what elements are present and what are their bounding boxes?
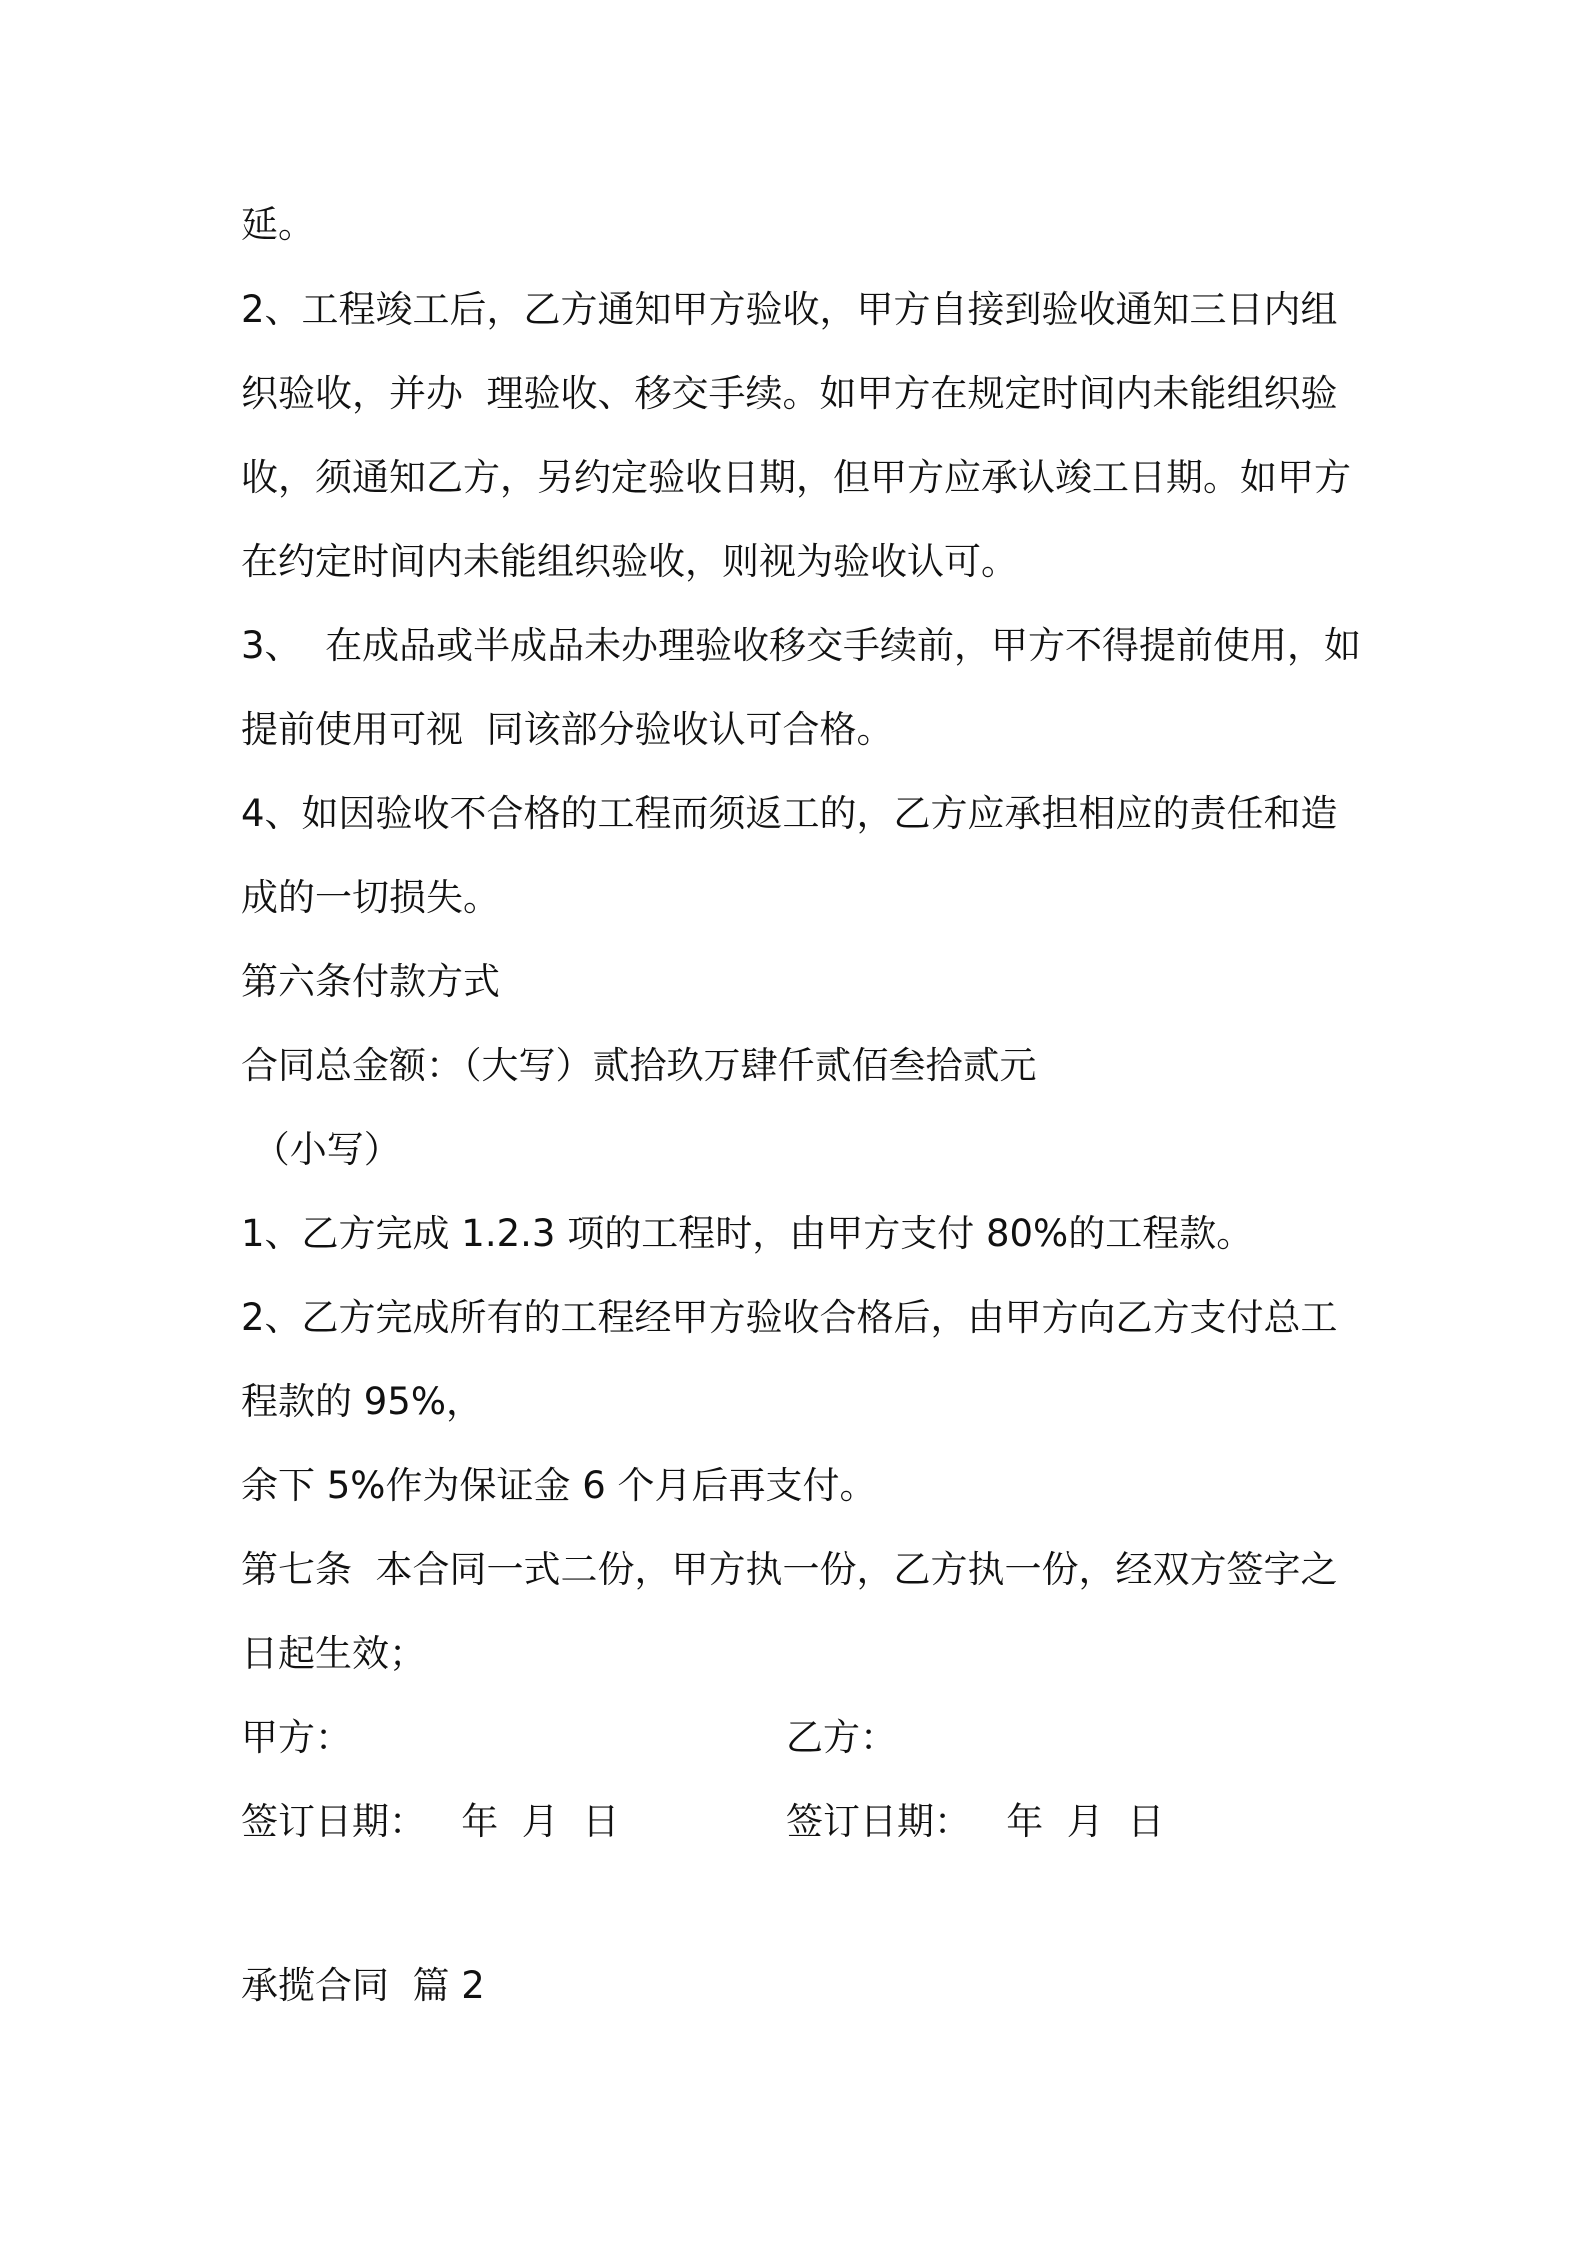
- paragraph-line: 成的一切损失。: [241, 876, 500, 919]
- paragraph-line: 织验收，并办 理验收、移交手续。如甲方在规定时间内未能组织验: [241, 372, 1338, 415]
- party-b-sign-date: 签订日期： 年 月 日: [786, 1800, 1165, 1843]
- party-b-label: 乙方：: [786, 1716, 897, 1759]
- section-heading: 第七条 本合同一式二份，甲方执一份，乙方执一份，经双方签字之: [241, 1548, 1338, 1591]
- section-heading: 第六条付款方式: [241, 960, 500, 1003]
- party-a-label: 甲方：: [241, 1716, 352, 1759]
- paragraph-line: 在约定时间内未能组织验收，则视为验收认可。: [241, 540, 1018, 583]
- contract-total-lowercase-line: （小写）: [241, 1128, 401, 1171]
- contract-total-line: 合同总金额：（大写）贰拾玖万肆仟贰佰叁拾贰元: [241, 1044, 1037, 1087]
- paragraph-line: 收，须通知乙方，另约定验收日期，但甲方应承认竣工日期。如甲方: [241, 456, 1351, 499]
- next-section-title: 承揽合同 篇 2: [241, 1964, 485, 2007]
- paragraph-line: 提前使用可视 同该部分验收认可合格。: [241, 708, 894, 751]
- paragraph-line: 余下 5%作为保证金 6 个月后再支付。: [241, 1464, 877, 1507]
- paragraph-line: 1、乙方完成 1.2.3 项的工程时，由甲方支付 80%的工程款。: [241, 1212, 1254, 1255]
- paragraph-line: 3、 在成品或半成品未办理验收移交手续前，甲方不得提前使用，如: [241, 624, 1362, 667]
- paragraph-line: 2、乙方完成所有的工程经甲方验收合格后，由甲方向乙方支付总工: [241, 1296, 1338, 1339]
- paragraph-line: 2、工程竣工后，乙方通知甲方验收，甲方自接到验收通知三日内组: [241, 288, 1338, 331]
- paragraph-line: 日起生效；: [241, 1632, 426, 1675]
- party-a-sign-date: 签订日期： 年 月 日: [241, 1800, 620, 1843]
- paragraph-line: 4、如因验收不合格的工程而须返工的，乙方应承担相应的责任和造: [241, 792, 1338, 835]
- paragraph-line: 程款的 95%，: [241, 1380, 483, 1423]
- paragraph-line: 延。: [241, 203, 315, 246]
